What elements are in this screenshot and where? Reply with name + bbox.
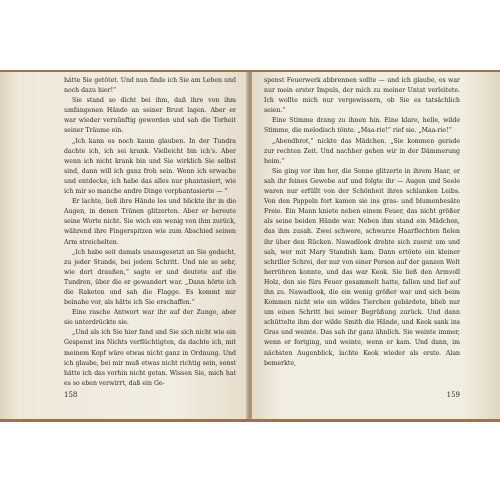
paragraph: Er lachte, ließ ihre Hände los und blickte ihr in die Augen, in denen Tränen glitzerten. Aber er bereute seine Worte nicht. Sie wich ein wenig von ihm zurück, während ihre Fingerspitzen wie zum Abschied seinen Arm streichelten. [64, 198, 236, 246]
paragraph: „Und als ich Sie hier fand und Sie sich nicht wie ein Gespenst ins Nichts verflüchtigten, da dachte ich, mit meinem Kopf wäre etwas nicht ganz in Ordnung. Und ich glaube, bei mir muß etwas nicht richtig sein, sonst hätte ich das vorhin nicht getan. Wissen Sie, mich hat es so eben verwirrt, daß ein Ge- [64, 329, 236, 387]
left-page [0, 72, 248, 419]
page-number: 159 [446, 391, 460, 399]
paragraph: Eine Stimme drang zu ihnen hin. Eine klare, helle, wilde Stimme, die melodisch tönte. „Maa-rie!“ rief sie. „Maa-rie!“ [264, 117, 460, 135]
paragraph: „Abendbrot,“ nickte das Mädchen. „Sie kommen gerade zur rechten Zeit. Und nachher gehen wir in der Dämmerung heim.“ [264, 137, 460, 165]
paragraph: Eine rasche Antwort war ihr auf der Zunge, aber sie unterdrückte sie. [64, 309, 236, 327]
left-page-text [64, 76, 236, 389]
page-number: 158 [64, 391, 78, 399]
right-page-text [264, 76, 460, 369]
paragraph: spenst Feuerwerk abbrennen sollte — und ich glaube, es war nur mein erster Impuls, der mich zu meiner Untat verleitete. Ich wollte mich nur vergewissern, ob Sie es tatsächlich seien.“ [264, 77, 460, 115]
paragraph: „Ich kann es noch kaum glauben. In der Tundra dachte ich, ich sei krank. Vielleicht bin ich’s. Aber wenn ich nicht krank bin und Sie wirklich Sie selbst sind, dann will ich ganz froh sein. Wenn ich erwache und entdecke, ich habe das alles nur phantasiert, wie ich mir so manche andre Dinge vorphantasierte — “ [64, 137, 236, 196]
paragraph: „Ich habe seit damals unausgesetzt an Sie gedacht, zu jeder Stunde, bei jedem Schritt. Und nie so sehr, wie dort draußen,“ sagte er und deutete auf die Tundren, über die er gewandert war. „Dann hörte ich die Raketen und sah die Flagge. Es kommt mir beinahe vor, als hätte ich Sie erschaffen.“ [64, 248, 236, 307]
paragraph: Sie stand so dicht bei ihm, daß ihre von ihm umfangenen Hände an seiner Brust lagen. Aber er war wieder vernünftig geworden und sah die Torheit seiner Träume ein. [64, 97, 236, 135]
paragraph: hätte Sie getötet. Und nun finde ich Sie am Leben und noch dazu hier!“ [64, 77, 236, 95]
right-page [252, 72, 500, 419]
paragraph: Sie ging vor ihm her, die Sonne glitzerte in ihrem Haar, er sah ihr feines Gewebe auf und folgte ihr — Augen und Seele waren nur erfüllt von der Schönheit ihres schlanken Leibs. Von den Pappeln fort kamen sie ins gras- und blumenbesäte Freie. Ein Mann kniete neben einem Feuer, das nicht größer als seine beiden Hände war. Neben ihm stand ein Mädchen, das ihm zusah. Zwei schwere, schwarze Haarflechten fielen ihr über den Rücken. Nawadlook drehte sich zuerst um und sah, wer mit Mary Standish kam. Dann ertönte ein kleiner schriller Schrei, der nur von einer Person auf der ganzen Welt herrühren konnte, und das war Keok. Sie ließ den Armvoll Holz, den sie fürs Feuer gesammelt hatte, fallen und lief auf ihn zu. Nawadlook, die ein wenig größer war und sich beim Kommen nicht wie ein wildes Tierchen gebärdete, blieb nur um einen Schritt bei seiner Begrüßung zurück. Und dann schüttelte ihm der wilde Smith die Hände, und Keok sank ins Gras und weinte. Das sah ihr ganz ähnlich. Sie weinte immer, wenn er fortging, und weinte, wenn er kam. Und dann, im nächsten Augenblick, lachte Keok wieder als erste. Alan bemerkte, [264, 167, 460, 367]
